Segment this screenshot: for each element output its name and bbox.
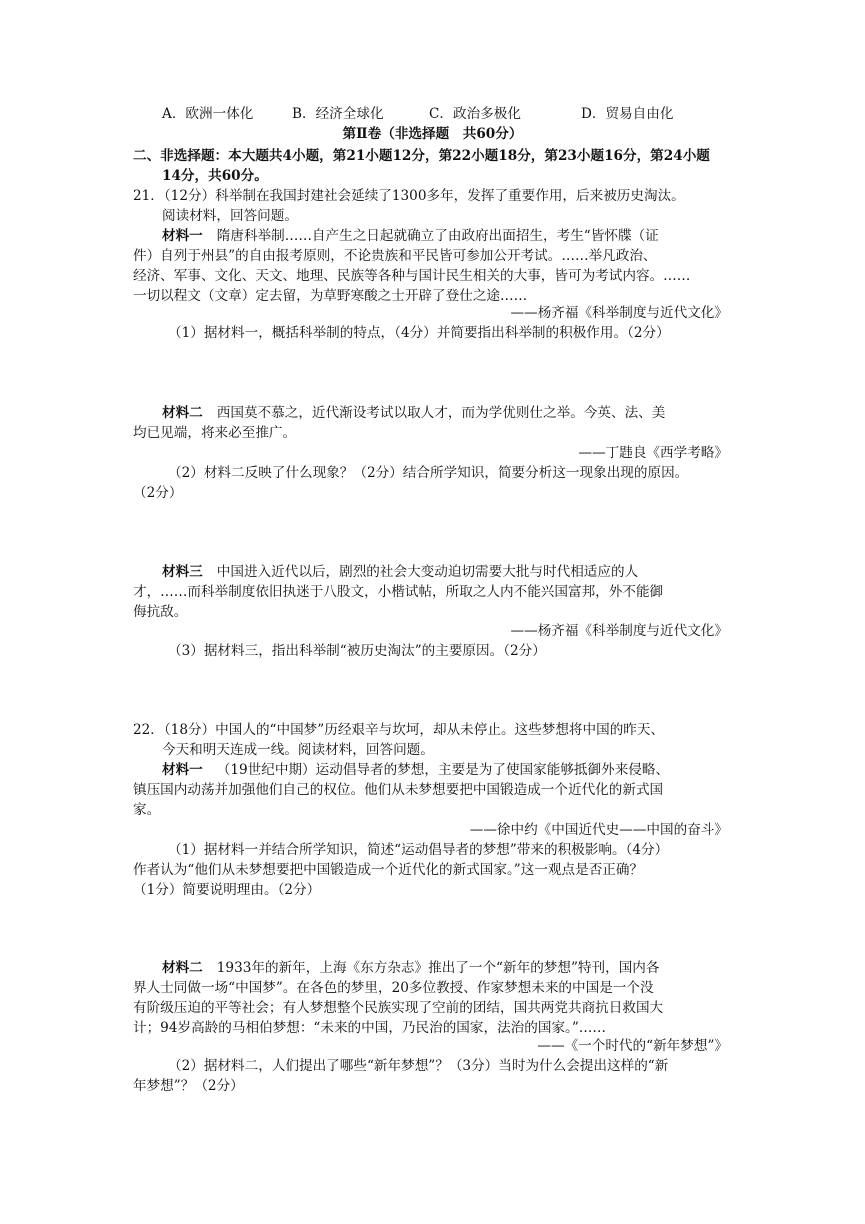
material-label: 材料三 [162,564,203,580]
material-text: 家。 [133,802,161,818]
q22-sub-1-cont: （1分）简要说明理由。（2分） [133,882,321,898]
section-title: 第Ⅱ卷（非选择题 共60分） [342,126,523,142]
q22-sub-1: （1）据材料一并结合所学知识，简述“运动倡导者的梦想”带来的积极影响。（4分） [168,842,669,858]
q21-material-1 [162,226,659,246]
q21-sub-2-cont: （2分） [133,485,183,501]
material-text: 才，……而科举制度依旧执迷于八股文，小楷试帖，所取之人内不能兴国富邦，外不能御 [133,584,664,600]
material-label: 材料一 [162,762,203,778]
material-text: 西国莫不慕之，近代渐设考试以取人才，而为学优则仕之举。今英、法、美 [216,405,666,421]
material-text: 界人士同做一场“中国梦”。在各色的梦里，20多位教授、作家梦想未来的中国是一个没 [133,980,654,996]
option-a: A．欧洲一体化 [162,106,254,122]
material-text: 侮抗敌。 [133,604,188,620]
q21-material-3 [162,562,638,582]
q21-intro: 21．（12分）科举制在我国封建社会延续了1300多年，发挥了重要作用，后来被历史淘汰。 [133,188,685,204]
material-label: 材料二 [162,960,203,976]
section-heading: 二、非选择题：本大题共4小题，第21小题12分，第22小题18分，第23小题16分，第24小题 [133,148,710,164]
material-label: 材料一 [162,228,203,244]
material-text: 一切以程文（文章）定去留，为草野寒酸之士开辟了登仕之途…… [133,288,528,304]
q21-intro-cont: 阅读材料，回答问题。 [162,208,298,224]
q21-sub-1: （1）据材料一，概括科举制的特点，（4分）并简要指出科举制的积极作用。（2分） [168,325,670,341]
material-text: 镇压国内动荡并加强他们自己的权位。他们从未梦想要把中国锻造成一个近代化的新式国 [133,782,664,798]
material-text: 经济、军事、文化、天文、地理、民族等各种与国计民生相关的大事，皆可为考试内容。…… [133,268,691,284]
material-source: ——徐中约《中国近代史——中国的奋斗》 [469,822,728,838]
q21-material-2 [162,403,665,423]
material-source: ——丁韪良《西学考略》 [578,445,728,461]
material-text: 计；94岁高龄的马相伯梦想：“未来的中国，乃民治的国家，法治的国家。”…… [133,1020,606,1036]
material-text: 隋唐科举制……自产生之日起就确立了由政府出面招生，考生“皆怀牒（证 [216,228,659,244]
q21-sub-2: （2）材料二反映了什么现象？（2分）结合所学知识，简要分析这一现象出现的原因。 [168,465,689,481]
q22-intro-cont: 今天和明天连成一线。阅读材料，回答问题。 [162,742,434,758]
material-text: 1933年的新年，上海《东方杂志》推出了一个“新年的梦想”特刊，国内各 [216,960,660,976]
q22-intro: 22．（18分）中国人的“中国梦”历经艰辛与坎坷，却从未停止。这些梦想将中国的昨天、 [133,722,665,738]
q22-sub-1-cont: 作者认为“他们从未梦想要把中国锻造成一个近代化的新式国家。”这一观点是否正确？ [133,862,644,878]
answer-options [162,104,673,124]
material-source: ——杨齐福《科举制度与近代文化》 [510,305,728,321]
material-text: （19世纪中期）运动倡导者的梦想，主要是为了使国家能够抵御外来侵略、 [216,762,670,778]
material-text: 有阶级压迫的平等社会；有人梦想整个民族实现了空前的团结，国共两党共商抗日救国大 [133,1000,664,1016]
q22-sub-2-cont: 年梦想”？（2分） [133,1078,244,1094]
material-text: 均已见端，将来必至推广。 [133,425,297,441]
material-source: ——《一个时代的“新年梦想”》 [537,1038,728,1054]
q22-material-2 [162,958,660,978]
q22-sub-2: （2）据材料二，人们提出了哪些“新年梦想”？（3分）当时为什么会提出这样的“新 [168,1058,669,1074]
material-text: 件）自列于州县”的自由报考原则，不论贵族和平民皆可参加公开考试。……举凡政治、 [133,248,657,264]
option-c: C．政治多极化 [429,106,521,122]
section-heading-cont: 14分，共60分。 [162,168,268,184]
option-b: B．经济全球化 [292,106,384,122]
q21-sub-3: （3）据材料三，指出科举制“被历史淘汰”的主要原因。（2分） [168,643,546,659]
material-text: 中国进入近代以后，剧烈的社会大变动迫切需要大批与时代相适应的人 [216,564,639,580]
q22-material-1 [162,760,669,780]
material-source: ——杨齐福《科举制度与近代文化》 [510,623,728,639]
material-label: 材料二 [162,405,203,421]
option-d: D．贸易自由化 [581,106,674,122]
